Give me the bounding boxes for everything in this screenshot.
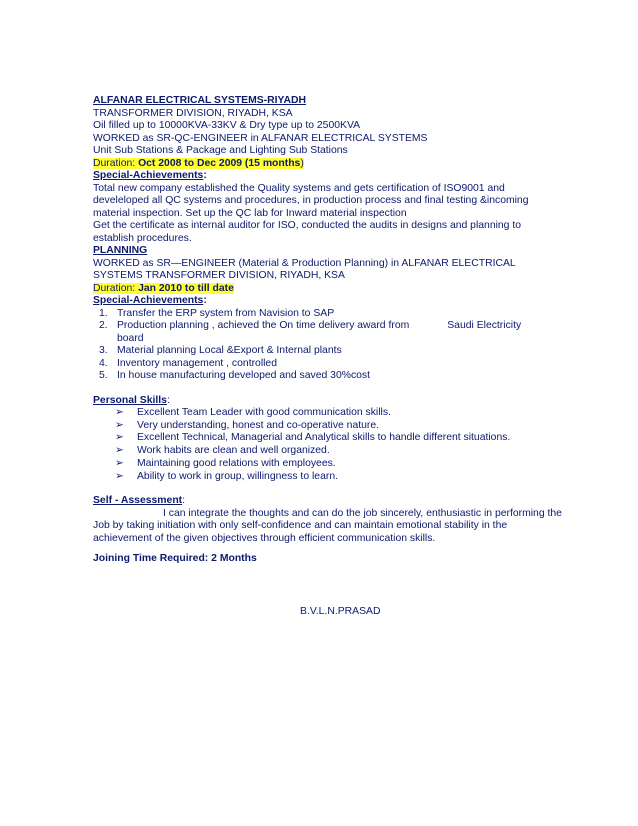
duration-close: ) bbox=[300, 157, 304, 169]
assessment-colon: : bbox=[182, 495, 186, 507]
list-number: 1. bbox=[99, 307, 108, 319]
list-item bbox=[93, 407, 553, 420]
list-number: 2. bbox=[99, 320, 108, 331]
arrow-bullet-icon: ➢ bbox=[115, 432, 124, 444]
assessment-text-line: achievement of the given objectives through efficient communication skills. bbox=[93, 532, 436, 544]
list-item bbox=[93, 308, 553, 321]
planning-achievements-list bbox=[93, 308, 553, 383]
role-line: WORKED as SR-QC-ENGINEER in ALFANAR ELECTRICAL SYSTEMS bbox=[93, 132, 428, 144]
list-item bbox=[93, 420, 553, 433]
skills-heading: Personal Skills bbox=[93, 394, 167, 406]
arrow-bullet-icon: ➢ bbox=[115, 419, 124, 431]
arrow-bullet-icon: ➢ bbox=[115, 445, 124, 457]
list-text-extra: Saudi Electricity bbox=[447, 320, 522, 331]
skill-text: Excellent Technical, Managerial and Analytical skills to handle different situations. bbox=[137, 432, 511, 444]
assessment-heading: Self - Assessment bbox=[93, 495, 183, 507]
planning-heading: PLANNING bbox=[93, 245, 148, 256]
list-text-cont: board bbox=[117, 332, 144, 344]
list-item bbox=[93, 445, 553, 458]
achievements-heading: Special-Achievements bbox=[93, 170, 204, 181]
list-number: 5. bbox=[99, 370, 108, 381]
resume-page bbox=[93, 95, 562, 566]
duration-value: Oct 2008 to Dec 2009 (15 months bbox=[138, 157, 301, 169]
list-text: Material planning Local &Export & Internal plants bbox=[117, 345, 342, 356]
planning-duration-label: Duration: bbox=[93, 282, 139, 294]
list-item bbox=[93, 358, 553, 371]
company-heading: ALFANAR ELECTRICAL SYSTEMS-RIYADH bbox=[93, 95, 307, 106]
list-item bbox=[93, 432, 553, 445]
planning-duration-line bbox=[93, 283, 553, 296]
list-item bbox=[93, 320, 553, 345]
planning-achievements-heading: Special-Achievements bbox=[93, 295, 204, 306]
signature-name: B.V.L.N.PRASAD bbox=[300, 606, 381, 617]
achievement-text-line: Get the certificate as internal auditor for ISO, conducted the audits in designs and planning to bbox=[93, 220, 522, 231]
list-item bbox=[93, 471, 553, 484]
list-number: 3. bbox=[99, 345, 108, 356]
achievement-text-line: develeloped all QC systems and procedures, in production process and final testing &incoming bbox=[93, 195, 529, 206]
skills-list bbox=[93, 407, 553, 483]
units-line: Unit Sub Stations & Package and Lighting Sub Stations bbox=[93, 145, 348, 156]
planning-role-line: WORKED as SR—ENGINEER (Material & Production Planning) in ALFANAR ELECTRICAL bbox=[93, 257, 516, 269]
list-item bbox=[93, 345, 553, 358]
list-text: Production planning , achieved the On time delivery award from bbox=[117, 320, 410, 331]
list-item bbox=[93, 370, 553, 383]
list-text: In house manufacturing developed and saved 30%cost bbox=[117, 370, 371, 381]
planning-achievements-colon: : bbox=[203, 295, 207, 306]
joining-time: Joining Time Required: 2 Months bbox=[93, 553, 257, 565]
scope-line: Oil filled up to 10000KVA-33KV & Dry type up to 2500KVA bbox=[93, 120, 361, 131]
assessment-text-line: Job by taking initiation with only self-confidence and can maintain emotional stability in the bbox=[93, 520, 508, 532]
skills-heading-line bbox=[93, 395, 553, 408]
division-line: TRANSFORMER DIVISION, RIYADH, KSA bbox=[93, 107, 293, 119]
arrow-bullet-icon: ➢ bbox=[115, 470, 124, 482]
arrow-bullet-icon: ➢ bbox=[115, 457, 124, 469]
skills-colon: : bbox=[166, 394, 170, 406]
assessment-heading-line bbox=[93, 495, 553, 508]
skill-text: Excellent Team Leader with good communication skills. bbox=[137, 407, 391, 418]
planning-duration-value: Jan 2010 to till date bbox=[138, 282, 234, 294]
achievement-text-line: Total new company established the Quality systems and gets certification of ISO9001 and bbox=[93, 182, 505, 194]
list-item bbox=[93, 458, 553, 471]
planning-achievements-heading-line bbox=[93, 295, 553, 308]
list-text: Inventory management , controlled bbox=[117, 357, 277, 369]
skill-text: Maintaining good relations with employees. bbox=[137, 457, 336, 469]
skill-text: Very understanding, honest and co-operative nature. bbox=[137, 419, 380, 431]
arrow-bullet-icon: ➢ bbox=[115, 407, 124, 418]
list-text: Transfer the ERP system from Navision to SAP bbox=[117, 307, 335, 319]
assessment-text-line: I can integrate the thoughts and can do the job sincerely, enthusiastic in performing the bbox=[163, 507, 562, 519]
duration-label: Duration: bbox=[93, 157, 139, 169]
achievement-text-line: material inspection. Set up the QC lab for Inward material inspection bbox=[93, 207, 407, 219]
planning-role-line: SYSTEMS TRANSFORMER DIVISION, RIYADH, KSA bbox=[93, 270, 345, 281]
list-number: 4. bbox=[99, 357, 108, 369]
skill-text: Work habits are clean and well organized. bbox=[137, 445, 330, 457]
skill-text: Ability to work in group, willingness to learn. bbox=[137, 470, 338, 482]
duration-line bbox=[93, 158, 553, 171]
achievement-text-line: establish procedures. bbox=[93, 232, 192, 244]
achievements-heading-line bbox=[93, 170, 553, 183]
achievements-colon: : bbox=[203, 170, 207, 181]
